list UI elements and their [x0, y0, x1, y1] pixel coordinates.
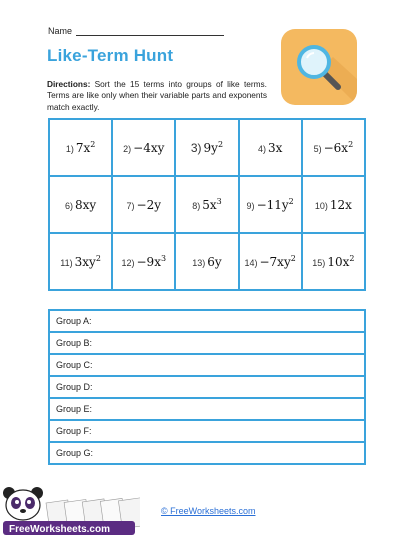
term-number: 12)	[121, 257, 135, 268]
directions-text: Sort the 15 terms into groups of like terms. Terms are like only when their variable parts and exponents match exactly.	[47, 79, 267, 112]
term-cell	[49, 176, 112, 233]
name-row	[48, 26, 224, 36]
term-expression: $-6x^2$	[323, 139, 354, 155]
term-expression: $-9x^3$	[136, 253, 167, 269]
group-row[interactable]: Group F:	[49, 420, 365, 442]
term-cell	[302, 176, 365, 233]
term-cell	[239, 233, 302, 290]
term-number: 4)	[257, 143, 266, 154]
term-number: 5)	[313, 143, 322, 154]
directions	[47, 79, 267, 113]
term-cell	[302, 233, 365, 290]
term-number: 3)	[190, 140, 202, 155]
term-cell	[175, 119, 238, 176]
free-worksheets-logo	[0, 481, 140, 539]
term-expression: 6y	[207, 254, 222, 269]
term-cell	[112, 119, 175, 176]
term-expression: $9y^2$	[203, 139, 224, 155]
term-expression: $3xy^2$	[74, 253, 101, 269]
term-cell	[239, 176, 302, 233]
svg-text:FreeWorksheets.com: FreeWorksheets.com	[9, 524, 110, 535]
page-title: Like-Term Hunt	[47, 46, 174, 65]
term-expression: 8xy	[75, 197, 97, 212]
term-number: 11)	[60, 257, 73, 268]
term-expression: −2y	[136, 197, 162, 212]
term-cell	[239, 119, 302, 176]
magnifying-glass-icon	[281, 29, 357, 105]
copyright-link[interactable]: © FreeWorksheets.com	[161, 506, 256, 516]
name-input-line[interactable]	[76, 26, 224, 36]
term-cell	[175, 233, 238, 290]
term-expression: $10x^2$	[327, 253, 355, 269]
term-number: 7)	[126, 200, 135, 211]
term-expression: $-11y^2$	[256, 196, 294, 212]
term-number: 13)	[192, 257, 206, 268]
group-row[interactable]: Group D:	[49, 376, 365, 398]
term-cell	[175, 176, 238, 233]
term-cell	[302, 119, 365, 176]
term-number: 6)	[64, 200, 73, 211]
term-number: 1)	[65, 143, 74, 154]
group-row[interactable]: Group A:	[49, 310, 365, 332]
term-expression: 12x	[329, 197, 352, 212]
term-expression: 3x	[267, 140, 283, 155]
term-expression: $5x^3$	[202, 196, 222, 212]
term-number: 8)	[192, 200, 201, 211]
term-number: 2)	[123, 143, 132, 154]
term-cell	[112, 176, 175, 233]
term-number: 10)	[314, 200, 328, 211]
term-expression: $7x^2$	[75, 139, 96, 155]
term-number: 15)	[312, 257, 326, 268]
term-number: 14)	[244, 257, 258, 268]
group-row[interactable]: Group C:	[49, 354, 365, 376]
term-expression: $-7xy^2$	[259, 253, 296, 269]
name-label: Name	[48, 26, 73, 36]
group-row[interactable]: Group B:	[49, 332, 365, 354]
term-cell	[49, 233, 112, 290]
groups-table	[48, 309, 366, 465]
terms-grid	[48, 118, 366, 291]
term-number: 9)	[246, 200, 255, 211]
term-expression: −4xy	[133, 140, 165, 155]
directions-label: Directions:	[47, 79, 91, 89]
group-row[interactable]: Group G:	[49, 442, 365, 464]
term-cell	[49, 119, 112, 176]
group-row[interactable]: Group E:	[49, 398, 365, 420]
term-cell	[112, 233, 175, 290]
